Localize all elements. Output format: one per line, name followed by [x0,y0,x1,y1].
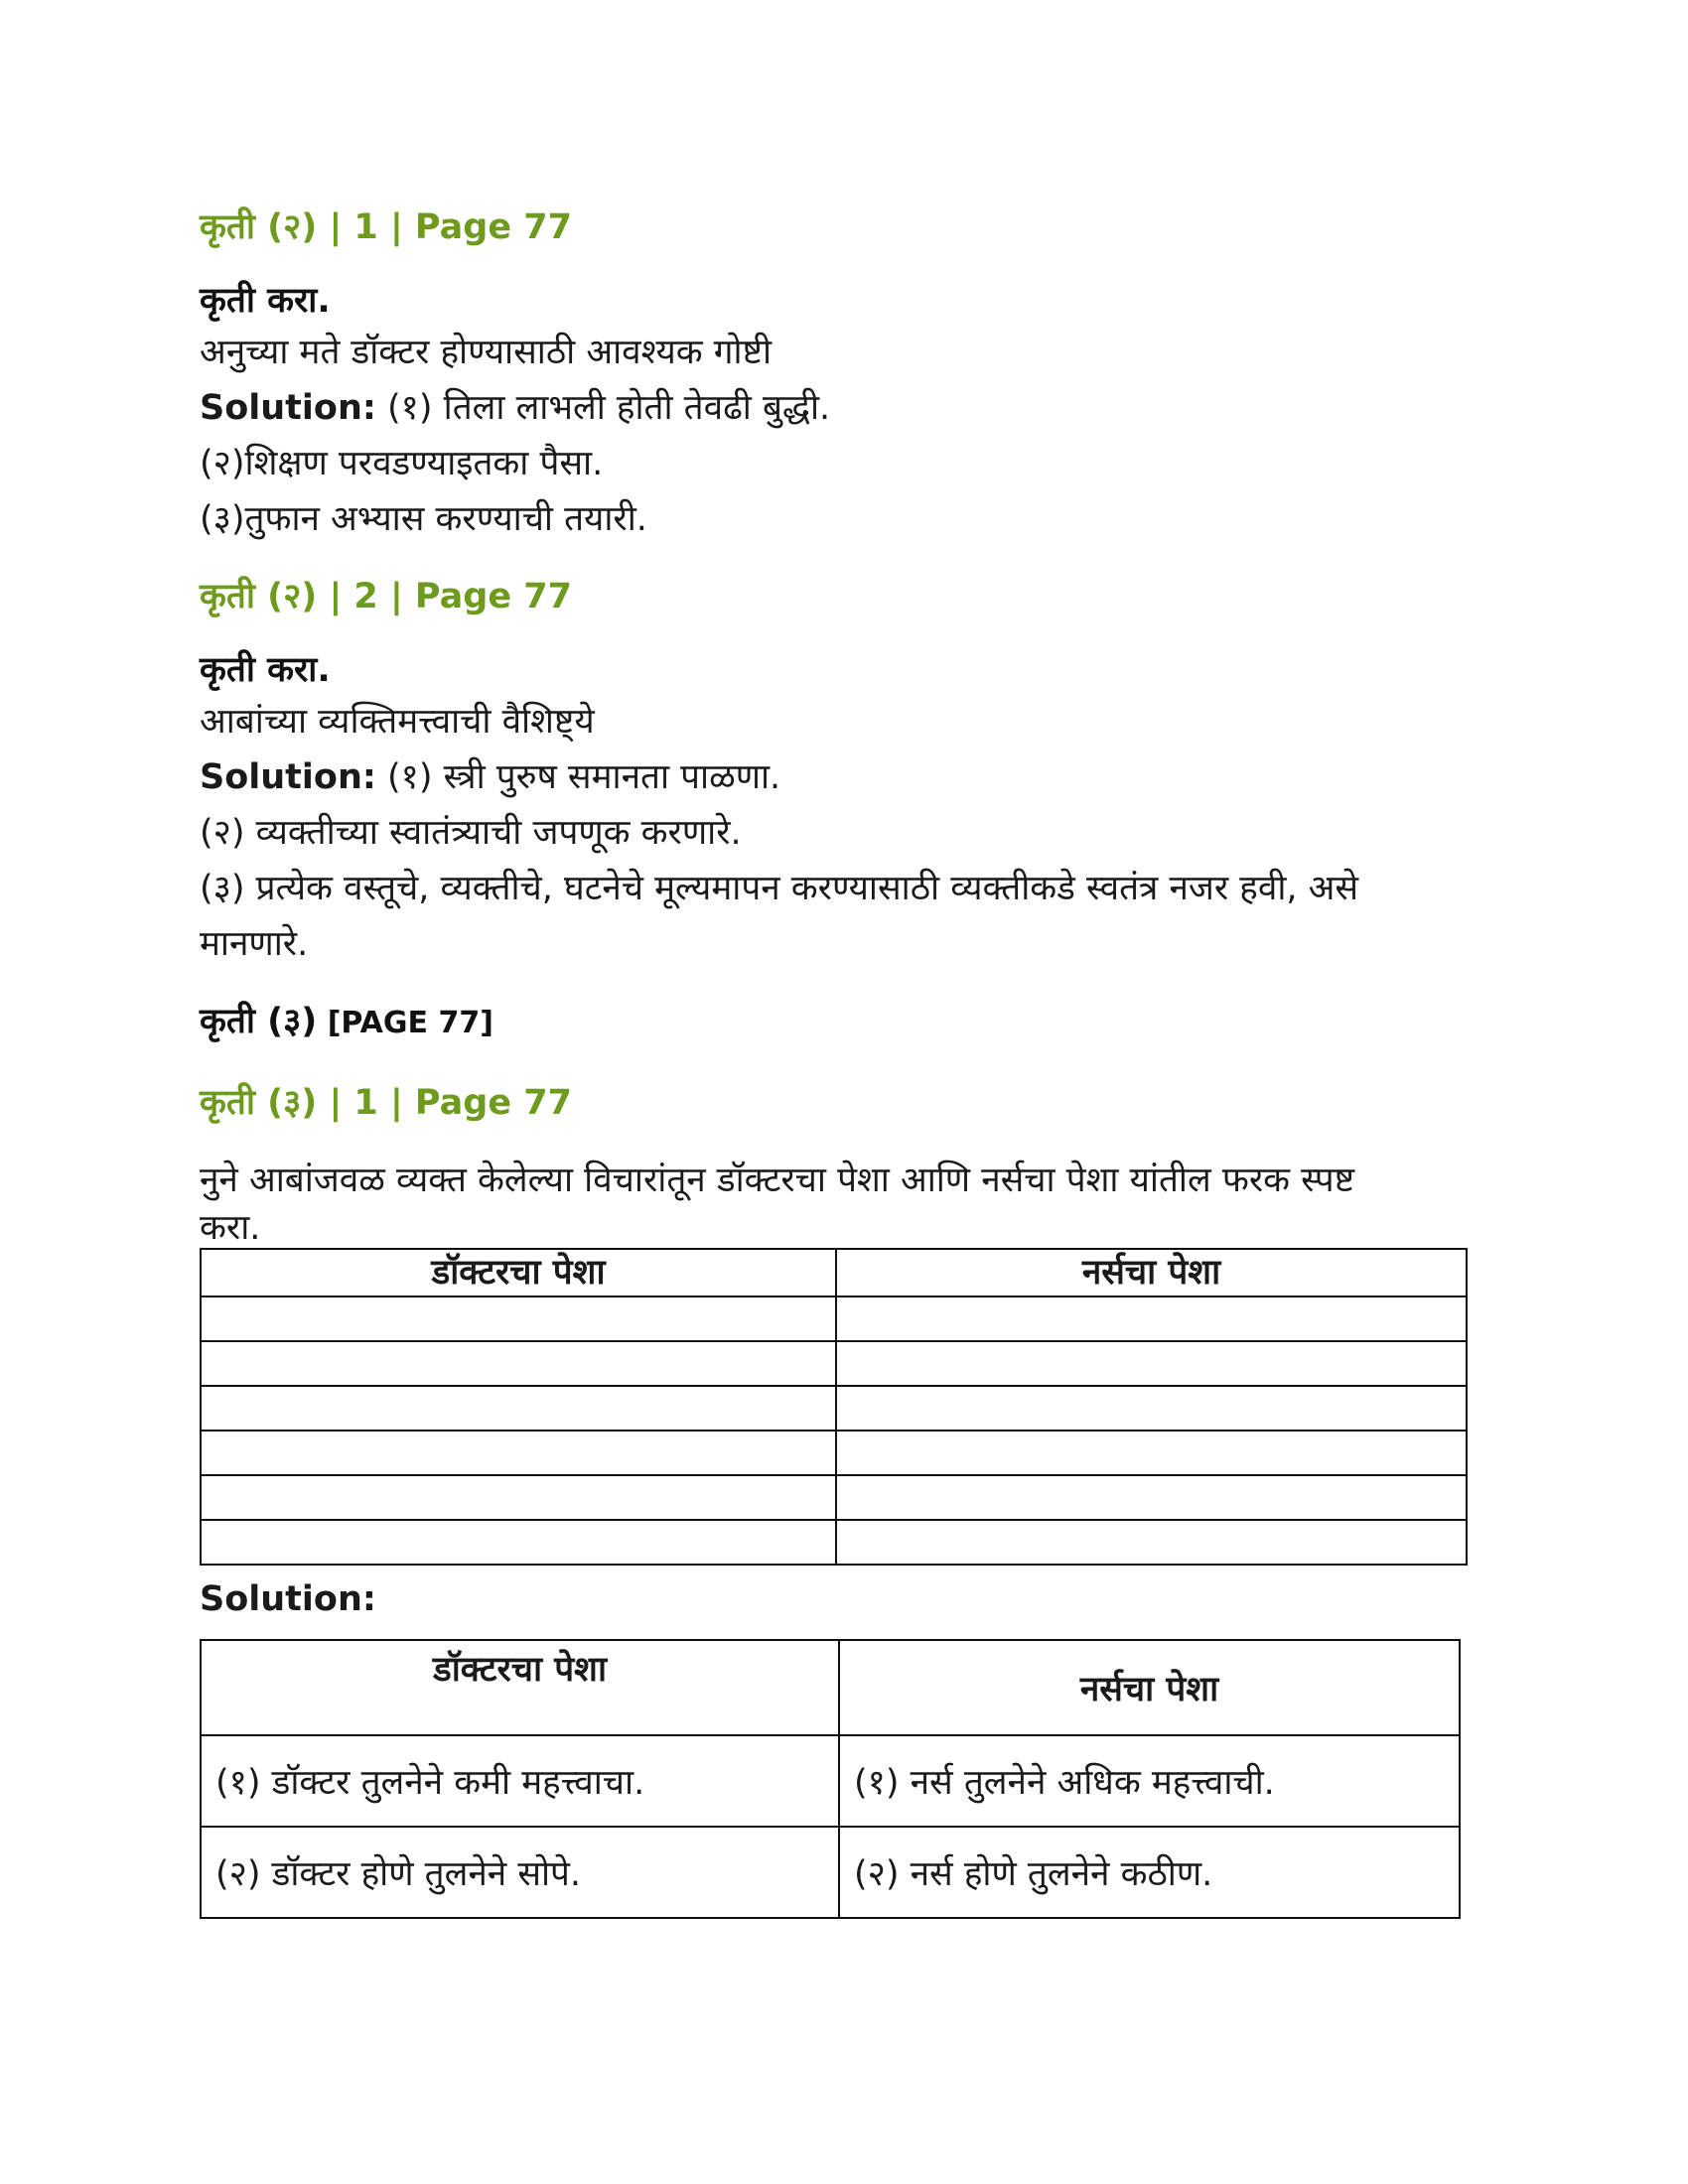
nurse-cell: (२) नर्स होणे तुलनेने कठीण. [839,1827,1460,1918]
doctor-cell: (२) डॉक्टर होणे तुलनेने सोपे. [201,1827,839,1918]
column-header-doctor: डॉक्टरचा पेशा [201,1640,839,1735]
question-text: आबांच्या व्यक्तिमत्त्वाची वैशिष्ट्ये [200,702,595,742]
question-text: अनुच्या मते डॉक्टर होण्यासाठी आवश्यक गोष्टी [200,333,773,372]
solution-label-line [200,1571,1480,1627]
task-heading: कृती करा. [200,281,331,321]
table-header-row [201,1249,1467,1297]
solution-label: Solution: [200,1579,376,1619]
answer-line: मानणारे. [200,924,309,964]
main-section-page: [PAGE 77] [317,1006,493,1040]
solution-comparison-table [200,1639,1461,1919]
table-row [201,1386,1467,1431]
nurse-cell [836,1475,1467,1520]
table-row [201,1431,1467,1475]
question-text: नुने आबांजवळ व्यक्त केलेल्या विचारांतून डॉक्टरचा पेशा आणि नर्सचा पेशा यांतील फरक स्पष्ट [200,1160,1355,1200]
column-header-nurse: नर्सचा पेशा [836,1249,1467,1297]
nurse-cell [836,1386,1467,1431]
section-heading: कृती (३) | 1 | Page 77 [200,1083,572,1123]
doctor-cell: (१) डॉक्टर तुलनेने कमी महत्त्वाचा. [201,1735,839,1827]
doctor-cell [201,1431,836,1475]
table-row [201,1827,1460,1918]
document-page [200,204,1480,1919]
doctor-cell [201,1386,836,1431]
table-row [201,1475,1467,1520]
answer-line: (२) व्यक्तीच्या स्वातंत्र्याची जपणूक करणारे. [200,813,742,853]
question-text: करा. [200,1208,261,1248]
table-row [201,1735,1460,1827]
doctor-cell [201,1341,836,1386]
answer-text: (१) स्त्री पुरुष समानता पाळणा. [387,757,781,797]
section-heading: कृती (२) | 1 | Page 77 [200,207,572,247]
doctor-cell [201,1475,836,1520]
nurse-cell [836,1520,1467,1565]
answer-line [200,380,1480,436]
answer-line: (२)शिक्षण परवडण्याइतका पैसा. [200,444,604,483]
blank-comparison-table [200,1248,1468,1566]
doctor-cell [201,1297,836,1341]
section-heading: कृती (२) | 2 | Page 77 [200,577,572,616]
nurse-cell: (१) नर्स तुलनेने अधिक महत्त्वाची. [839,1735,1460,1827]
task-heading: कृती करा. [200,650,331,690]
answer-line: (३) प्रत्येक वस्तूचे, व्यक्तीचे, घटनेचे मूल्यमापन करण्यासाठी व्यक्तीकडे स्वतंत्र नजर हवी, असे [200,869,1359,908]
main-section-title: कृती (३) [200,1002,318,1041]
column-header-nurse: नर्सचा पेशा [839,1640,1460,1735]
solution-table-body [201,1735,1460,1918]
doctor-cell [201,1520,836,1565]
table-row [201,1297,1467,1341]
solution-label: Solution: [200,388,376,428]
answer-line [200,750,1480,805]
table-row [201,1520,1467,1565]
answer-line: (३)तुफान अभ्यास करण्याची तयारी. [200,499,647,539]
answer-text: (१) तिला लाभली होती तेवढी बुद्धी. [387,388,831,428]
solution-label: Solution: [200,757,376,797]
nurse-cell [836,1297,1467,1341]
column-header-doctor: डॉक्टरचा पेशा [201,1249,836,1297]
nurse-cell [836,1431,1467,1475]
blank-table-body [201,1297,1467,1565]
nurse-cell [836,1341,1467,1386]
table-row [201,1341,1467,1386]
table-header-row [201,1640,1460,1735]
main-section-heading [200,998,1480,1047]
